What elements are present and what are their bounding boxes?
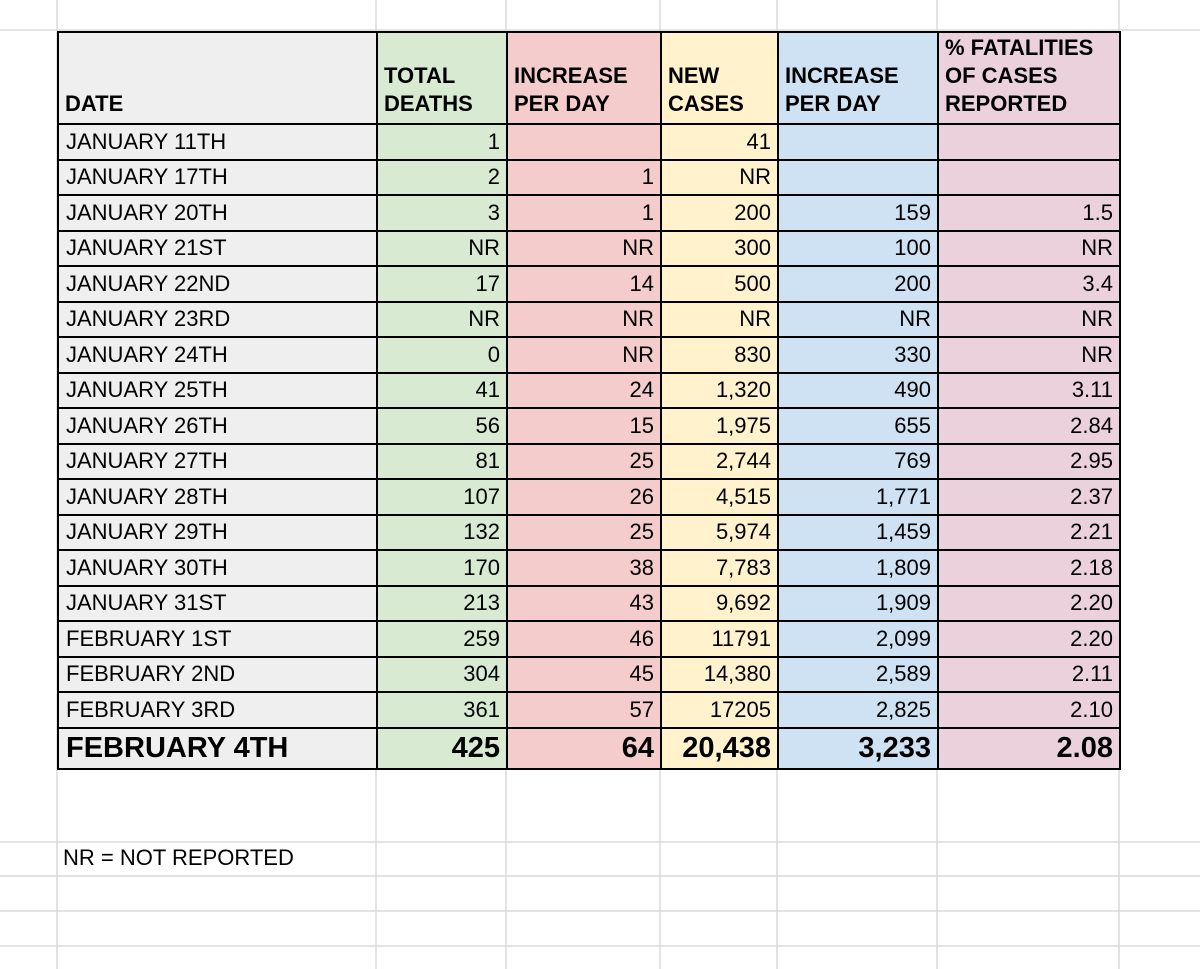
date-cell[interactable]: JANUARY 22ND [58, 266, 377, 302]
total-deaths-cell[interactable]: NR [377, 231, 507, 267]
table-row [58, 231, 1120, 267]
cases-increase-cell[interactable]: 1,809 [778, 550, 938, 586]
pct-fatalities-cell[interactable]: 2.21 [938, 515, 1120, 551]
new-cases-cell[interactable]: 5,974 [661, 515, 778, 551]
new-cases-cell[interactable]: 17205 [661, 692, 778, 728]
cases-increase-cell[interactable]: 330 [778, 337, 938, 373]
pct-fatalities-cell[interactable]: 2.95 [938, 444, 1120, 480]
header-pct-fatalities[interactable]: % FATALITIES OF CASES REPORTED [938, 32, 1120, 124]
cases-increase-cell[interactable]: 1,909 [778, 586, 938, 622]
new-cases-cell[interactable]: 200 [661, 195, 778, 231]
deaths-increase-cell[interactable]: 25 [507, 515, 661, 551]
date-cell[interactable]: JANUARY 11TH [58, 124, 377, 160]
data-table [57, 31, 1121, 770]
deaths-increase-cell[interactable]: 57 [507, 692, 661, 728]
table-row [58, 550, 1120, 586]
table-row [58, 728, 1120, 769]
deaths-increase-cell[interactable]: 43 [507, 586, 661, 622]
deaths-increase-cell[interactable]: 1 [507, 195, 661, 231]
table-row [58, 195, 1120, 231]
cases-increase-cell[interactable]: 159 [778, 195, 938, 231]
total-deaths-cell[interactable]: 0 [377, 337, 507, 373]
date-cell[interactable]: FEBRUARY 1ST [58, 621, 377, 657]
date-cell[interactable]: JANUARY 23RD [58, 302, 377, 338]
pct-fatalities-cell[interactable]: NR [938, 302, 1120, 338]
table-row [58, 124, 1120, 160]
deaths-increase-cell[interactable]: 14 [507, 266, 661, 302]
pct-fatalities-cell[interactable]: 2.20 [938, 586, 1120, 622]
new-cases-cell[interactable]: 830 [661, 337, 778, 373]
total-deaths-cell[interactable]: 304 [377, 657, 507, 693]
pct-fatalities-cell[interactable]: 2.11 [938, 657, 1120, 693]
deaths-increase-cell[interactable]: 26 [507, 479, 661, 515]
deaths-increase-cell[interactable]: 1 [507, 160, 661, 196]
new-cases-cell[interactable]: 1,320 [661, 373, 778, 409]
date-cell[interactable]: JANUARY 25TH [58, 373, 377, 409]
total-deaths-cell[interactable]: 2 [377, 160, 507, 196]
new-cases-cell[interactable]: 7,783 [661, 550, 778, 586]
total-deaths-cell[interactable]: NR [377, 302, 507, 338]
date-cell[interactable]: FEBRUARY 2ND [58, 657, 377, 693]
table-row [58, 337, 1120, 373]
new-cases-cell[interactable]: 14,380 [661, 657, 778, 693]
pct-fatalities-cell[interactable]: 1.5 [938, 195, 1120, 231]
cases-increase-cell[interactable]: 2,099 [778, 621, 938, 657]
new-cases-cell[interactable]: 4,515 [661, 479, 778, 515]
deaths-increase-cell[interactable] [507, 124, 661, 160]
deaths-increase-cell[interactable]: 38 [507, 550, 661, 586]
deaths-increase-cell[interactable]: 15 [507, 408, 661, 444]
date-cell[interactable]: JANUARY 21ST [58, 231, 377, 267]
pct-fatalities-cell[interactable]: 2.08 [938, 728, 1120, 769]
date-cell[interactable]: JANUARY 31ST [58, 586, 377, 622]
header-new-cases[interactable]: NEW CASES [661, 32, 778, 124]
date-cell[interactable]: JANUARY 28TH [58, 479, 377, 515]
pct-fatalities-cell[interactable]: NR [938, 231, 1120, 267]
date-cell[interactable]: JANUARY 24TH [58, 337, 377, 373]
header-cases-increase-per-day[interactable]: INCREASE PER DAY [778, 32, 938, 124]
cases-increase-cell[interactable]: 2,825 [778, 692, 938, 728]
date-cell[interactable]: JANUARY 26TH [58, 408, 377, 444]
deaths-increase-cell[interactable]: 46 [507, 621, 661, 657]
table-row [58, 621, 1120, 657]
deaths-increase-cell[interactable]: 45 [507, 657, 661, 693]
table-row [58, 515, 1120, 551]
cases-increase-cell[interactable]: 1,771 [778, 479, 938, 515]
cases-increase-cell[interactable]: 200 [778, 266, 938, 302]
table-row [58, 444, 1120, 480]
total-deaths-cell[interactable]: 41 [377, 373, 507, 409]
pct-fatalities-cell[interactable]: 2.18 [938, 550, 1120, 586]
deaths-increase-cell[interactable]: 25 [507, 444, 661, 480]
new-cases-cell[interactable]: 41 [661, 124, 778, 160]
cases-increase-cell[interactable]: NR [778, 302, 938, 338]
cases-increase-cell[interactable]: 3,233 [778, 728, 938, 769]
new-cases-cell[interactable]: NR [661, 302, 778, 338]
total-deaths-cell[interactable]: 56 [377, 408, 507, 444]
new-cases-cell[interactable]: 500 [661, 266, 778, 302]
date-cell[interactable]: FEBRUARY 3RD [58, 692, 377, 728]
table-body [58, 124, 1120, 769]
date-cell[interactable]: JANUARY 27TH [58, 444, 377, 480]
total-deaths-cell[interactable]: 81 [377, 444, 507, 480]
pct-fatalities-cell[interactable]: 2.10 [938, 692, 1120, 728]
pct-fatalities-cell[interactable]: 2.84 [938, 408, 1120, 444]
new-cases-cell[interactable]: 11791 [661, 621, 778, 657]
pct-fatalities-cell[interactable] [938, 160, 1120, 196]
deaths-increase-cell[interactable]: 24 [507, 373, 661, 409]
date-cell[interactable]: JANUARY 30TH [58, 550, 377, 586]
table-row [58, 266, 1120, 302]
new-cases-cell[interactable]: 9,692 [661, 586, 778, 622]
deaths-increase-cell[interactable]: NR [507, 302, 661, 338]
cases-increase-cell[interactable] [778, 160, 938, 196]
table-row [58, 586, 1120, 622]
total-deaths-cell[interactable]: 17 [377, 266, 507, 302]
table-row [58, 479, 1120, 515]
table-row [58, 408, 1120, 444]
deaths-increase-cell[interactable]: NR [507, 231, 661, 267]
pct-fatalities-cell[interactable]: 2.20 [938, 621, 1120, 657]
table-row [58, 657, 1120, 693]
pct-fatalities-cell[interactable]: NR [938, 337, 1120, 373]
cases-increase-cell[interactable]: 655 [778, 408, 938, 444]
date-cell[interactable]: JANUARY 29TH [58, 515, 377, 551]
table-row [58, 160, 1120, 196]
pct-fatalities-cell[interactable]: 3.4 [938, 266, 1120, 302]
deaths-increase-cell[interactable]: 64 [507, 728, 661, 769]
new-cases-cell[interactable]: 300 [661, 231, 778, 267]
cases-increase-cell[interactable]: 1,459 [778, 515, 938, 551]
pct-fatalities-cell[interactable]: 2.37 [938, 479, 1120, 515]
deaths-increase-cell[interactable]: NR [507, 337, 661, 373]
cases-increase-cell[interactable]: 769 [778, 444, 938, 480]
total-deaths-cell[interactable]: 3 [377, 195, 507, 231]
cases-increase-cell[interactable]: 2,589 [778, 657, 938, 693]
header-deaths-increase-per-day[interactable]: INCREASE PER DAY [507, 32, 661, 124]
pct-fatalities-cell[interactable] [938, 124, 1120, 160]
total-deaths-cell[interactable]: 170 [377, 550, 507, 586]
cases-increase-cell[interactable]: 490 [778, 373, 938, 409]
total-deaths-cell[interactable]: 1 [377, 124, 507, 160]
table-row [58, 373, 1120, 409]
cases-increase-cell[interactable] [778, 124, 938, 160]
new-cases-cell[interactable]: 2,744 [661, 444, 778, 480]
total-deaths-cell[interactable]: 132 [377, 515, 507, 551]
total-deaths-cell[interactable]: 425 [377, 728, 507, 769]
header-row [58, 32, 1120, 124]
table-row [58, 692, 1120, 728]
header-total-deaths[interactable]: TOTAL DEATHS [377, 32, 507, 124]
total-deaths-cell[interactable]: 213 [377, 586, 507, 622]
new-cases-cell[interactable]: 20,438 [661, 728, 778, 769]
new-cases-cell[interactable]: 1,975 [661, 408, 778, 444]
date-cell[interactable]: JANUARY 20TH [58, 195, 377, 231]
date-cell[interactable]: FEBRUARY 4TH [58, 728, 377, 769]
total-deaths-cell[interactable]: 259 [377, 621, 507, 657]
footnote-nr-legend: NR = NOT REPORTED [63, 845, 294, 870]
cases-increase-cell[interactable]: 100 [778, 231, 938, 267]
pct-fatalities-cell[interactable]: 3.11 [938, 373, 1120, 409]
date-cell[interactable]: JANUARY 17TH [58, 160, 377, 196]
header-date[interactable]: DATE [58, 32, 377, 124]
table-row [58, 302, 1120, 338]
total-deaths-cell[interactable]: 107 [377, 479, 507, 515]
total-deaths-cell[interactable]: 361 [377, 692, 507, 728]
new-cases-cell[interactable]: NR [661, 160, 778, 196]
